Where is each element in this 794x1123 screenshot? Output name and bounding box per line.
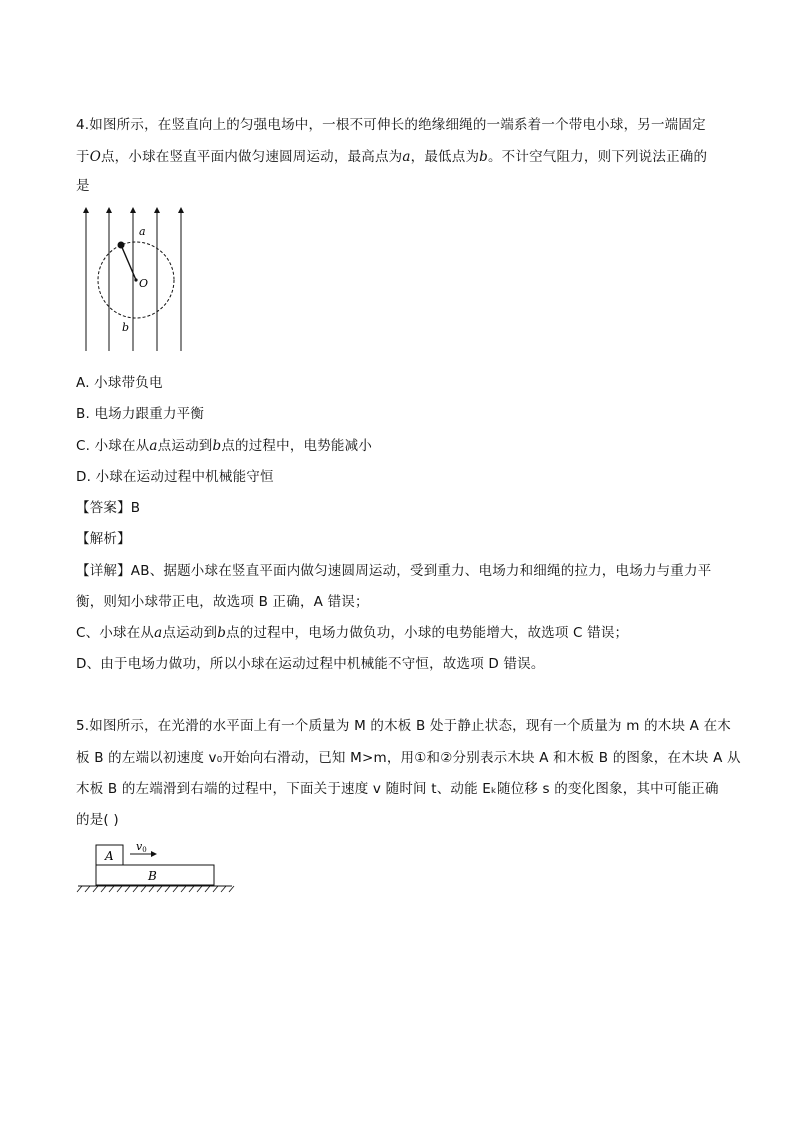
ground-hatching (77, 886, 234, 892)
q4-detail-line1: 【详解】AB、据题小球在竖直平面内做匀速圆周运动，受到重力、电场力和细绳的拉力，电场力与重力平 (76, 563, 712, 579)
q5-line4: 的是( ) (76, 812, 119, 828)
q5-line1: 5.如图所示，在光滑的水平面上有一个质量为 M 的木板 B 处于静止状态，现有一个质量为 m 的木块 A 在木 (76, 718, 732, 734)
center-point (134, 278, 137, 281)
q5-block-board-figure (76, 840, 236, 896)
label-v0: v0 (136, 840, 147, 854)
q4-analysis-title: 【解析】 (76, 531, 131, 547)
q5-line3: 木板 B 的左端滑到右端的过程中，下面关于速度 v 随时间 t、动能 Eₖ随位移 s 的变化图象，其中可能正确 (76, 781, 719, 797)
field-lines (86, 210, 181, 351)
q4-detail-line2: 衡，则知小球带正电，故选项 B 正确，A 错误； (76, 594, 369, 610)
label-O: O (139, 277, 149, 290)
q4-detail-line3: C、小球在从a点运动到b点的过程中，电场力做负功，小球的电势能增大，故选项 C 错误； (76, 625, 629, 641)
q4-line1: 4.如图所示，在竖直向上的匀强电场中，一根不可伸长的绝缘细绳的一端系着一个带电小球，另一端固定 (76, 117, 706, 133)
q4-line3: 是 (76, 178, 90, 194)
q4-option-c: C. 小球在从a点运动到b点的过程中，电势能减小 (76, 438, 373, 454)
label-A: A (105, 849, 114, 863)
string (121, 245, 136, 280)
label-a: a (139, 225, 146, 238)
q5-line2: 板 B 的左端以初速度 v₀开始向右滑动，已知 M>m，用①和②分别表示木块 A 和木板 B 的图象，在木块 A 从 (76, 750, 741, 766)
q4-detail-line4: D、由于电场力做功，所以小球在运动过程中机械能不守恒，故选项 D 错误。 (76, 656, 545, 672)
label-B: B (148, 869, 157, 883)
q4-option-a: A. 小球带负电 (76, 375, 163, 391)
charged-ball (118, 242, 125, 249)
label-b: b (122, 321, 130, 334)
q4-option-b: B. 电场力跟重力平衡 (76, 406, 205, 422)
q4-answer: 【答案】B (76, 500, 141, 516)
q4-line2: 于O点，小球在竖直平面内做匀速圆周运动，最高点为a，最低点为b。不计空气阻力，则下列说法正确的 (76, 149, 708, 165)
q4-electric-field-figure (78, 204, 194, 354)
q4-option-d: D. 小球在运动过程中机械能守恒 (76, 469, 274, 485)
